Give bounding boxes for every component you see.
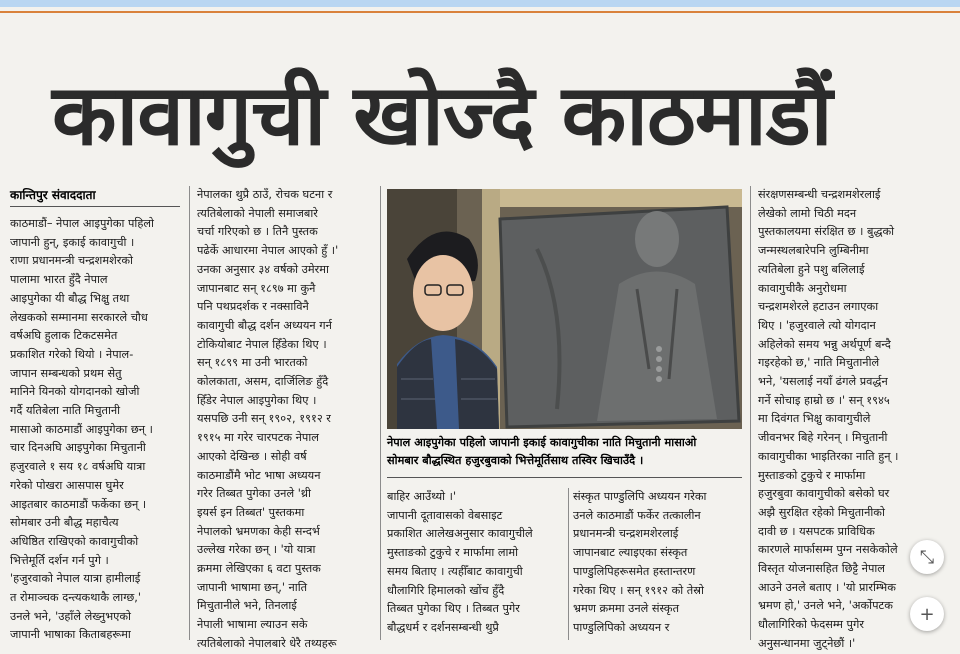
article-line: गरेका थिए । सन् १९१२ को तेस्रो xyxy=(573,583,704,597)
article-line: पाण्डुलिपिको अध्ययन र xyxy=(573,620,670,634)
photo-illustration xyxy=(387,189,742,429)
column-divider xyxy=(380,186,381,640)
article-line: कोलकाता, असम, दार्जिलिङ हुँदै xyxy=(197,375,329,389)
article-line: आएको देखिन्छ । सोही वर्ष xyxy=(197,449,307,463)
article-line: हजुरवाले १ सय १८ वर्षअघि यात्रा xyxy=(10,460,146,474)
article-line: मिचुतानीले भने, तिनलाई xyxy=(197,599,297,613)
article-line: जापानबाट सन् १८९७ मा कुनै xyxy=(197,281,316,295)
article-line: जापानी भाषाका किताबहरूमा xyxy=(10,628,131,642)
headline: कावागुची खोज्दै काठमाडौं xyxy=(52,66,832,164)
collapse-arrows-icon: ⤡ xyxy=(919,546,935,568)
top-accent-bar xyxy=(0,0,960,7)
article-line: चन्द्रशमशेरले हटाउन लगाएका xyxy=(758,300,879,314)
article-line: अझै सुरक्षित रहेको मिचुतानीको xyxy=(758,505,885,519)
article-line: गर्ने सोचाइ हाम्रो छ ।' सन् १९४५ xyxy=(758,393,890,407)
article-line: चर्चा गरिएको छ । तिनै पुस्तक xyxy=(197,225,318,239)
article-line: वर्षअघि हुलाक टिकटसमेत xyxy=(10,329,118,343)
article-line: अधिष्ठित राखिएको कावागुचीको xyxy=(10,534,139,548)
article-line: भने, 'यसलाई नयाँ ढंगले प्रवर्द्धन xyxy=(758,375,888,389)
article-column-4 xyxy=(573,488,745,640)
column-divider xyxy=(750,186,751,640)
article-line: पाण्डुलिपिहरूसमेत हस्तान्तरण xyxy=(573,564,696,578)
article-line: लेखकको सम्मानमा सरकारले चौध xyxy=(10,310,148,324)
article-line: विस्तृत योजनासहित छिट्टै नेपाल xyxy=(758,562,885,576)
byline: कान्तिपुर संवाददाता xyxy=(10,188,96,202)
article-photo xyxy=(387,189,742,429)
article-line: टोकियोबाट नेपाल हिँडेका थिए । xyxy=(197,337,327,351)
article-line: लेखेको लामो चिठी मदन xyxy=(758,206,857,220)
collapse-button[interactable] xyxy=(910,540,944,574)
article-line: उनले भने, 'उहाँले लेख्नुभएको xyxy=(10,609,131,623)
article-line: पनि पथप्रदर्शक र नक्साविनै xyxy=(197,300,309,314)
article-line: प्रकाशित आलेखअनुसार कावागुचीले xyxy=(387,527,533,541)
column-divider xyxy=(189,186,190,640)
article-line: समय बिताए । त्यहीँबाट कावागुची xyxy=(387,564,523,578)
article-line: धौलागिरि हिमालको खोंच हुँदै xyxy=(387,583,505,597)
photo-caption xyxy=(387,434,747,474)
article-line: जापान सम्बन्धको प्रथम सेतु xyxy=(10,366,122,380)
article-line: गरेर तिब्बत पुगेका उनले 'थ्री xyxy=(197,487,311,501)
article-line: मासाओ काठमाडौं आइपुगेका छन् । xyxy=(10,422,153,436)
article-line: तिब्बत पुगेका थिए । तिब्बत पुगेर xyxy=(387,602,520,616)
article-line: सोमबार उनी बौद्ध महाचैत्य xyxy=(10,516,119,530)
article-line: थिए । 'हजुरवाले त्यो योगदान xyxy=(758,318,876,332)
article-line: गरेको पोखरा आसपास घुमेर xyxy=(10,478,124,492)
article-line: बौद्धधर्म र दर्शनसम्बन्धी थुप्रै xyxy=(387,620,499,634)
article-line: चार दिनअघि आइपुगेका मिचुतानी xyxy=(10,441,146,455)
article-line: १९१५ मा गरेर चारपटक नेपाल xyxy=(197,431,319,445)
article-line: संस्कृत पाण्डुलिपि अध्ययन गरेका xyxy=(573,490,707,503)
article-line: जापानी दूतावासको वेबसाइट xyxy=(387,508,503,522)
article-line: मा दिवंगत भिक्षु कावागुचीले xyxy=(758,412,871,426)
article-line: नेपालको भ्रमणका केही सन्दर्भ xyxy=(197,524,320,538)
byline-rule xyxy=(10,206,180,207)
article-line: जापानी हुन्, इकाई कावागुची । xyxy=(10,235,135,249)
article-line: इयर्स इन तिब्बत' पुस्तकमा xyxy=(197,505,305,519)
article-line: उल्लेख गरेका छन् । 'यो यात्रा xyxy=(197,543,316,557)
article-line: गइरहेको छ,' नाति मिचुतानीले xyxy=(758,356,880,370)
article-line: कारणले मार्फासम्म पुग्न नसकेकोले xyxy=(758,543,898,557)
caption-line: सोमबार बौद्धस्थित हजुरबुवाको भित्तेमूर्तिसाथ तस्विर खिचाउँदै । xyxy=(387,454,644,467)
article-line: आइतबार काठमाडौं फर्केका छन् । xyxy=(10,497,147,511)
article-line: काठमाडौं– नेपाल आइपुगेका पहिलो xyxy=(10,217,154,230)
article-line: आउने उनले बताए । 'यो प्रारम्भिक xyxy=(758,580,896,594)
article-line: कावागुचीकै अनुरोधमा xyxy=(758,281,847,295)
article-line: मुस्ताङको टुकुचे र मार्फामा लामो xyxy=(387,546,519,560)
article-column-3 xyxy=(387,488,563,640)
article-line: त्यतिबेलाको नेपाली समाजबारे xyxy=(197,206,318,220)
article-line: त्यतिबेला हुने पशु बलिलाई xyxy=(758,262,865,276)
column-divider xyxy=(568,488,569,640)
caption-rule xyxy=(387,477,742,478)
article-line: त रोमाञ्चक दन्त्यकथाकै लाग्छ,' xyxy=(10,591,141,605)
article-line: जन्मस्थलबारेपनि लुम्बिनीमा xyxy=(758,244,869,258)
article-line: हिँडेर नेपाल आइपुगेका थिए । xyxy=(197,393,317,407)
article-line: संरक्षणसम्बन्धी चन्द्रशमशेरलाई xyxy=(758,188,881,201)
article-line: सन् १८९९ मा उनी भारतको xyxy=(197,356,308,370)
zoom-in-button[interactable] xyxy=(910,597,944,631)
article-line: जापानी भाषामा छन्,' नाति xyxy=(197,580,308,594)
article-column-1 xyxy=(10,215,180,640)
article-line: भित्तेमूर्ति दर्शन गर्न पुगे । xyxy=(10,553,109,567)
article-line: पालामा भारत हुँदै नेपाल xyxy=(10,273,108,287)
article-line: जापानबाट ल्याइएका संस्कृत xyxy=(573,546,688,560)
article-line: मुस्ताङको टुकुचे र मार्फामा xyxy=(758,468,866,482)
article-line: राणा प्रधानमन्त्री चन्द्रशमशेरको xyxy=(10,254,133,268)
caption-line: नेपाल आइपुगेका पहिलो जापानी इकाई कावागुचीका नाति मिचुतानी मासाओ xyxy=(387,436,697,449)
plus-icon: + xyxy=(919,603,935,625)
article-line: कावागुची बौद्ध दर्शन अध्ययन गर्न xyxy=(197,318,332,332)
article-line: पढेर्के आधारमा नेपाल आएको हुँ ।' xyxy=(197,244,339,258)
article-line: भ्रमण क्रममा उनले संस्कृत xyxy=(573,602,680,616)
article-line: अहिलेको समय भन्नु अर्थपूर्ण बन्दै xyxy=(758,337,891,351)
article-line: नेपाली भाषामा ल्याउन सके xyxy=(197,618,308,632)
article-line: क्रममा लेखिएका ६ वटा पुस्तक xyxy=(197,562,321,576)
article-line: हजुरबुवा कावागुचीको बसेको घर xyxy=(758,487,890,501)
article-line: त्यतिबेलाको नेपालबारे धेरै तथ्यहरू xyxy=(197,636,337,650)
article-line: दावी छ । यसपटक प्राविधिक xyxy=(758,524,875,538)
article-line: पुस्तकालयमा संरक्षित छ । बुद्धको xyxy=(758,225,895,239)
article-line: गर्दै यतिबेला नाति मिचुतानी xyxy=(10,404,121,418)
article-line: उनले काठमाडौं फर्केर तत्कालीन xyxy=(573,508,701,522)
article-line: प्रधानमन्त्री चन्द्रशमशेरलाई xyxy=(573,527,679,541)
article-line: भ्रमण हो,' उनले भने, 'अर्कोपटक xyxy=(758,599,893,613)
article-line: 'हजुरवाको नेपाल यात्रा हामीलाई xyxy=(10,572,141,586)
article-line: उनका अनुसार ३४ वर्षको उमेरमा xyxy=(197,262,329,276)
article-line: काठमाडौंमै भोट भाषा अध्ययन xyxy=(197,468,321,482)
top-accent-rule xyxy=(0,11,960,13)
article-line: मानिने यिनको योगदानको खोजी xyxy=(10,385,140,399)
article-line: कावागुचीका भाइतिरका नाति हुन् । xyxy=(758,449,899,463)
article-line: नेपालका थुप्रै ठाउँ, रोचक घटना र xyxy=(197,188,333,201)
article-line: यसपछि उनी सन् १९०२, १९१२ र xyxy=(197,412,331,426)
article-line: जीवनभर बिहे गरेनन् । मिचुतानी xyxy=(758,431,888,445)
article-line: प्रकाशित गरेको थियो । नेपाल- xyxy=(10,347,134,361)
article-line: अनुसन्धानमा जुट्नेछौं ।' xyxy=(758,636,856,650)
article-column-2 xyxy=(197,186,375,650)
article-line: धौलागिरिको फेदसम्म पुगेर xyxy=(758,618,864,632)
article-line: आइपुगेका यी बौद्ध भिक्षु तथा xyxy=(10,291,130,305)
article-line: बाहिर आउँथ्यो ।' xyxy=(387,490,457,503)
